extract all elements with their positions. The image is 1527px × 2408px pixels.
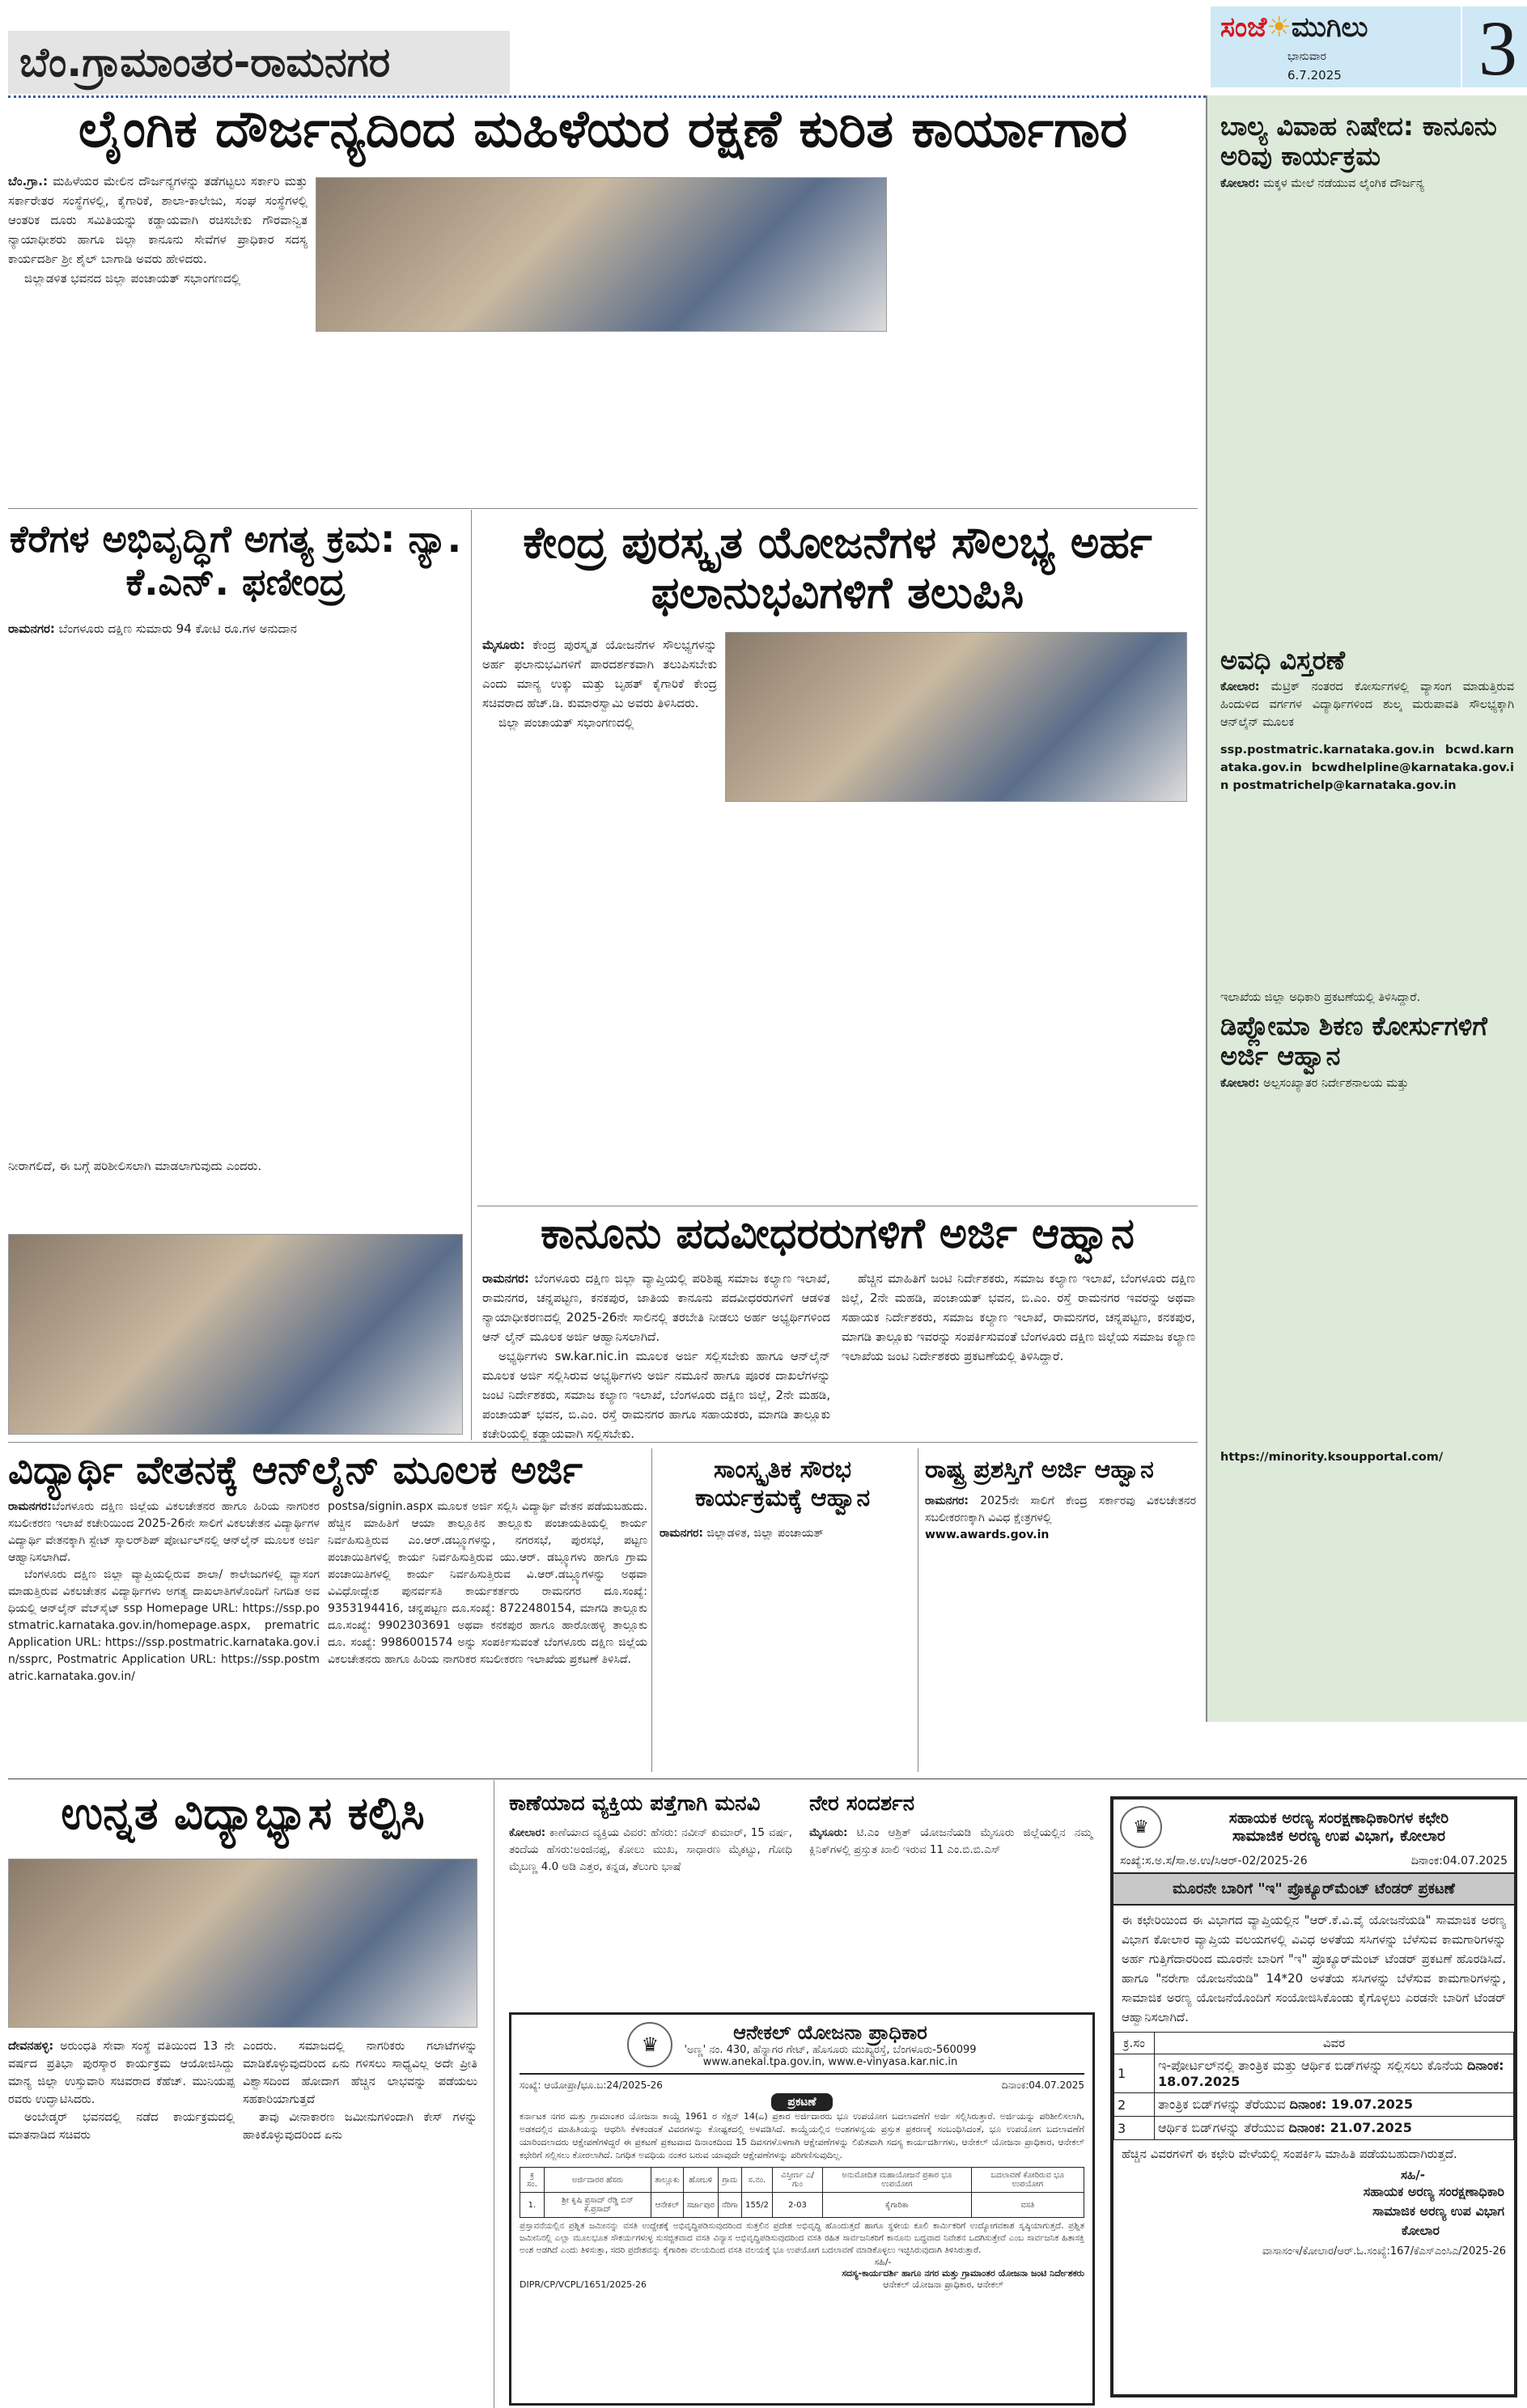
walk-in-body — [809, 1825, 1092, 1859]
scholarship-col1 — [8, 1499, 320, 1685]
row-number: 3 — [1114, 2117, 1155, 2140]
law-story-col1 — [482, 1269, 830, 1444]
paragraph: ತಾವು ವೀನಾಕಾರಣ ಜಮೀನುಗಳಿಂದಾಗಿ ಕೇಸ್ ಗಳನ್ನು ಹಾಕಿಕೊಳ್ಳುವುದರಿಂದ ಏನು — [243, 2111, 477, 2142]
paragraph: ನೀರಾಗಲಿದೆ, ಈ ಬಗ್ಗೆ ಪರಿಶೀಲಿಸಲಾಗಿ ಮಾಡಲಾಗುವುದು ಎಂದರು. — [8, 1159, 262, 1173]
table-row — [1114, 2117, 1514, 2140]
education-col1 — [8, 2037, 235, 2144]
sun-icon: ☀ — [1266, 11, 1292, 44]
education-col2 — [243, 2037, 477, 2144]
extension-headline: ಅವಧಿ ವಿಸ್ತರಣೆ — [1220, 644, 1346, 676]
tender-banner: ಮೂರನೇ ಬಾರಿಗೆ "ಇ" ಪ್ರೊಕ್ಯೂರ್‌ಮೆಂಟ್ ಟೆಂಡರ್ ಪ್ರಕಟಣೆ — [1113, 1874, 1514, 1906]
row-text: ಆರ್ಥಿಕ ಬಿಡ್‌ಗಳನ್ನು ತೆರೆಯುವ — [1158, 2120, 1285, 2135]
forest-tender-notice — [1110, 1796, 1517, 2397]
law-headline: ಕಾನೂನು ಪದವೀಧರರುಗಳಿಗೆ ಅರ್ಜಿ ಆಹ್ವಾನ — [541, 1210, 1135, 1258]
diploma-headline: ಡಿಪ್ಲೋಮಾ ಶಿಕಣ ಕೋರ್ಸುಗಳಿಗೆ ಅರ್ಜಿ ಆಹ್ವಾನ — [1220, 1011, 1487, 1072]
signature: ಸಹಿ/- — [1401, 2168, 1425, 2182]
main-story-col1 — [8, 172, 308, 288]
paper-name-part1: ಸಂಜೆ — [1220, 11, 1267, 44]
lakes-story-body — [8, 619, 463, 1176]
paragraph: ಬೆಂಗಳೂರು ದಕ್ಷಿಣ ಸುಮಾರು 94 ಕೋಟಿ ರೂ.ಗಳ ಅನುದಾನ — [58, 621, 297, 636]
row-text: ತಾಂತ್ರಿಕ ಬಿಡ್‌ಗಳನ್ನು ತೆರೆಯುವ — [1158, 2096, 1286, 2112]
table-cell: 2-03 — [772, 2193, 822, 2218]
awards-link[interactable]: www.awards.gov.in — [925, 1528, 1050, 1541]
row-number: 1 — [1114, 2054, 1155, 2093]
signatory-place: ಕೋಲಾರ — [1401, 2223, 1440, 2238]
dateline: ರಾಮನಗರ: — [660, 1527, 704, 1540]
dateline: ಬೆಂ.ಗ್ರಾ.: — [8, 174, 48, 189]
table-cell: ಸರ್ಜಾಪುರ — [683, 2193, 718, 2218]
divider — [8, 508, 1198, 509]
divider — [471, 510, 472, 1440]
dateline: ರಾಮನಗರ: — [925, 1494, 969, 1507]
office-subtitle: ಸಾಮಾಜಿಕ ಅರಣ್ಯ ಉಪ ವಿಭಾಗ, ಕೋಲಾರ — [1232, 1827, 1446, 1845]
tender-footer: ಹೆಚ್ಚಿನ ವಿವರಗಳಿಗೆ ಈ ಕಛೇರಿ ವೇಳೆಯಲ್ಲಿ ಸಂಪರ್ಕಿಸಿ ಮಾಹಿತಿ ಪಡೆಯಬಹುದಾಗಿರುತ್ತದೆ. — [1122, 2147, 1457, 2161]
row-number: 2 — [1114, 2093, 1155, 2117]
divider — [651, 1448, 652, 1772]
divider — [8, 1778, 1527, 1779]
paragraph: ಜಿಲ್ಲಾ ಪಂಚಾಯತ್ ಸಭಾಂಗಣದಲ್ಲಿ — [498, 715, 634, 730]
office-title: ಸಹಾಯಕ ಅರಣ್ಯ ಸಂರಕ್ಷಣಾಧಿಕಾರಿಗಳ ಕಛೇರಿ — [1228, 1809, 1449, 1827]
karnataka-emblem-icon: ♛ — [627, 2022, 672, 2067]
national-award-headline: ರಾಷ್ಟ್ರ ಪ್ರಶಸ್ತಿಗೆ ಅರ್ಜಿ ಆಹ್ವಾನ — [925, 1456, 1154, 1484]
paragraph: postsa/signin.aspx ಮೂಲಕ ಅರ್ಜಿ ಸಲ್ಲಿಸಿ ವಿದ್ಯಾರ್ಥಿ ವೇತನ ಪಡೆಯಬಹುದು. ಹೆಚ್ಚಿನ ಮಾಹಿತಿಗೆ ಆಯಾ ತಾಲ್ಲೂಕಿನ ತಾಲ್ಲೂಕು ಪಂಚಾಯತಿಯಲ್ಲಿ ಕಾರ್ಯ ನಿರ್ವಹಿಸುತ್ತಿರುವ ಎಂ.ಆರ್.ಡಬ್ಲ್ಯೂಗಳನ್ನು, ನಗರಸಭೆ, ಪುರಸಭೆ, ಪಟ್ಟಣ ಪಂಚಾಯಿತಿಗಳಲ್ಲಿ ಕಾರ್ಯ ನಿರ್ವಹಿಸುತ್ತಿರುವ ಯು.ಆರ್. ಡಬ್ಲ್ಯೂಗಳು ಹಾಗೂ ಗ್ರಾಮ ಪಂಚಾಯಿತಿಗಳಲ್ಲಿ ಕಾರ್ಯ ನಿರ್ವಹಿಸುತ್ತಿರುವ ವಿ.ಆರ್.ಡಬ್ಲ್ಯೂಗಳನ್ನು ಅಥವಾ ವಿವಿಧೋದ್ದೇಶ ಪುನರ್ವಸತಿ ಕಾರ್ಯಕರ್ತರು ರಾಮನಗರ ದೂ.ಸಂಖ್ಯೆ: 9353194416, ಚನ್ನಪಟ್ಟಣ ದೂ.ಸಂಖ್ಯೆ: 8722480154, ಮಾಗಡಿ ತಾಲ್ಲೂಕು ದೂ.ಸಂಖ್ಯೆ: 9902303691 ಅಥವಾ ಕನಕಪುರ ಹಾಗೂ ಹಾರೋಹಳ್ಳಿ ತಾಲ್ಲೂಕು ದೂ. ಸಂಖ್ಯೆ: 9986001574 ಅನ್ನು ಸಂಪರ್ಕಿಸುವಂತೆ ಬೆಂಗಳೂರು ದಕ್ಷಿಣ ಜಿಲ್ಲೆಯ ವಿಕಲಚೇತನರು ಹಾಗೂ ಹಿರಿಯ ನಾಗರಿಕರ ಸಬಲೀಕರಣ ಇಲಾಖೆಯ ಪ್ರಕಟಣೆ ತಿಳಿಸಿದೆ. — [328, 1500, 647, 1666]
missing-person-body — [509, 1825, 792, 1876]
lakes-headline: ಕೆರೆಗಳ ಅಭಿವೃದ್ಧಿಗೆ ಅಗತ್ಯ ಕ್ರಮ: ನ್ಯಾ. ಕೆ.ಎನ್. ಫಣೀಂದ್ರ — [9, 517, 462, 604]
tender-body: ಈ ಕಛೇರಿಯಿಂದ ಈ ವಿಭಾಗದ ವ್ಯಾಪ್ತಿಯಲ್ಲಿನ "ಆರ್.ಕೆ.ವಿ.ವೈ ಯೋಜನೆಯಡಿ" ಸಾಮಾಜಿಕ ಅರಣ್ಯ ವಿಭಾಗ ಕೋಲಾರ ವ್ಯಾಪ್ತಿಯ ವಲಯಗಳಲ್ಲಿ ವಿವಿಧ ಅಳತೆಯ ಸಸಿಗಳನ್ನು ಬೆಳೆಸುವ ಕಾಮಗಾರಿಗಳನ್ನು ಅರ್ಹ ಗುತ್ತಿಗೆದಾರರಿಂದ ಮೂರನೇ ಬಾರಿಗೆ "ಇ" ಪ್ರೊಕ್ಯೂರ್‌ಮೆಂಟ್ ಟೆಂಡರ್ ಪ್ರಕಟಣೆ ಹೊರಡಿಸಿದೆ. ಹಾಗೂ "ನರೇಗಾ ಯೋಜನೆಯಡಿ" 14*20 ಅಳತೆಯ ಸಸಿಗಳನ್ನು ಬೆಳೆಸುವ ಕಾಮಗಾರಿಗಳನ್ನು, ಸಾಮಾಜಿಕ ಅರಣ್ಯ ಯೋಜನೆಯೊಂದಿಗೆ ಸಂಯೋಜಿಸಿಕೊಂಡು ಕೈಗೊಳ್ಳಲು ಎರಡನೇ ಬಾರಿಗೆ ಟೆಂಡರ್ ಆಹ್ವಾನಿಸಲಾಗಿದೆ. — [1122, 1913, 1506, 2024]
extension-links[interactable]: ssp.postmatric.karnataka.gov.in bcwd.karnataka.gov.in bcwdhelpline@karnataka.gov.in postmatrichelp@karnataka.gov.in — [1220, 744, 1514, 793]
table-header: ಗ್ರಾಮ — [718, 2168, 741, 2193]
anekal-planning-notice — [509, 2012, 1095, 2406]
reference-number: ಸಂಖ್ಯೆ: ಆಯೋಪ್ರಾ/ಭೂ.ಬ:24/2025-26 — [520, 2079, 663, 2091]
paragraph: ಟಿ.ಎಂ ಆಶ್ರಿತ್ ಯೋಜನೆಯಡಿ ಮೈಸೂರು ಜಿಲ್ಲೆಯಲ್ಲಿನ ನಮ್ಮ ಕ್ಲಿನಿಕ್‌ಗಳಲ್ಲಿ ಪ್ರಸ್ತುತ ಖಾಲಿ ಇರುವ 11 ಎಂ.ಬಿ.ಬಿ.ಎಸ್ — [809, 1826, 1092, 1856]
issue-day: ಭಾನುವಾರ — [1287, 50, 1327, 63]
law-story-col2 — [842, 1269, 1195, 1366]
row-date: ದಿನಾಂಕ: 21.07.2025 — [1288, 2120, 1412, 2135]
extension-body — [1220, 678, 1514, 731]
table-cell: 1. — [520, 2193, 545, 2218]
paper-name-part2: ಮುಗಿಲು — [1291, 11, 1368, 44]
dateline: ರಾಮನಗರ: — [8, 621, 55, 636]
notice-badge: ಪ್ರಕಟಣೆ — [771, 2093, 832, 2111]
paragraph: ಕಾಣೆಯಾದ ವ್ಯಕ್ತಿಯ ವಿವರ: ಹೆಸರು: ನವೀನ್ ಕುಮಾರ್, 15 ವರ್ಷ, ತಂದೆಯ ಹೆಸರು:ಅಂಜಿನಪ್ಪ, ಕೋಲು ಮುಖ, ಸಾಧಾರಣ ಮೈಕಟ್ಟು, ಗೋಧಿ ಮೈಬಣ್ಣ 4.0 ಅಡಿ ಎತ್ತರ, ಕನ್ನಡ, ತೆಲುಗು ಭಾಷೆ — [509, 1826, 792, 1873]
scholarship-col2 — [328, 1499, 647, 1668]
table-row — [1114, 2093, 1514, 2117]
page-number: 3 — [1461, 3, 1517, 93]
diploma-body — [1220, 1075, 1514, 1092]
minority-portal-link[interactable]: https://minority.ksoupportal.com/ — [1220, 1450, 1444, 1464]
paragraph: ಜಿಲ್ಲಾಡಳಿತ ಭವನದ ಜಿಲ್ಲಾ ಪಂಚಾಯತ್ ಸಭಾಂಗಣದಲ್ಲಿ — [24, 271, 241, 286]
award-ceremony-photo — [8, 1859, 477, 2028]
culture-body — [660, 1525, 910, 1542]
table-header: ಕ್ರ ಸಂ. — [520, 2168, 545, 2193]
central-schemes-body — [482, 635, 717, 732]
notice-date: ದಿನಾಂಕ:04.07.2025 — [1001, 2079, 1084, 2091]
lake-inspection-photo — [8, 1234, 463, 1435]
table-header: ಕ್ರ.ಸಂ — [1114, 2033, 1155, 2054]
dateline: ಕೋಲಾರ: — [1220, 680, 1260, 694]
paragraph: ಕೇಂದ್ರ ಪುರಸ್ಕೃತ ಯೋಜನೆಗಳ ಸೌಲಭ್ಯಗಳನ್ನು ಅರ್ಹ ಫಲಾನುಭವಿಗಳಿಗೆ ಪಾರದರ್ಶಕವಾಗಿ ತಲುಪಿಸಬೇಕು ಎಂದು ಮಾನ್ಯ ಉಕ್ಕು ಮತ್ತು ಬೃಹತ್ ಕೈಗಾರಿಕೆ ಕೇಂದ್ರ ಸಚಿವರಾದ ಹೆಚ್.ಡಿ. ಕುಮಾರಸ್ವಾಮಿ ಅವರು ತಿಳಿಸಿದರು. — [482, 638, 717, 710]
reference-number: ಸಂಖ್ಯೆ:ಸ.ಅ.ಸ/ಸಾ.ಅ.ಉ/ಸಿಆರ್-02/2025-26 — [1120, 1855, 1308, 1867]
tender-dates-table — [1113, 2032, 1514, 2140]
table-header: ತಾಲ್ಲೂಕು — [651, 2168, 684, 2193]
table-header: ಸ.ನಂ. — [742, 2168, 773, 2193]
dateline: ಕೋಲಾರ: — [1220, 1076, 1260, 1090]
table-header: ಅನುಮೋದಿತ ಮಹಾಯೋಜನೆ ಪ್ರಕಾರ ಭೂ ಉಪಯೋಗ — [823, 2168, 972, 2193]
table-cell: 155/2 — [742, 2193, 773, 2218]
section-title: ಬೆಂ.ಗ್ರಾಮಾಂತರ-ರಾಮನಗರ — [8, 31, 510, 94]
workshop-photo — [316, 177, 887, 332]
table-header: ವಿವರ — [1155, 2033, 1514, 2054]
paragraph: ಅರುಂಧತಿ ಸೇವಾ ಸಂಸ್ಥೆ ವತಿಯಿಂದ 13 ನೇ ವರ್ಷದ ಪ್ರತಿಭಾ ಪುರಸ್ಕಾರ ಕಾರ್ಯಕ್ರಮ ಆಯೋಜಿಸಿದ್ದು ಮಾನ್ಯ ಜಿಲ್ಲಾ ಉಸ್ತುವಾರಿ ಸಚಿವರಾದ ಕೆಹೆಚ್. ಮುನಿಯಪ್ಪ ರವರು ಉದ್ಘಾಟಿಸಿದರು. — [8, 2040, 235, 2106]
scholarship-headline: ವಿದ್ಯಾರ್ಥಿ ವೇತನಕ್ಕೆ ಆನ್‌ಲೈನ್ ಮೂಲಕ ಅರ್ಜಿ — [8, 1448, 583, 1493]
dateline: ರಾಮನಗರ: — [8, 1500, 53, 1513]
extension-end: ಇಲಾಖೆಯ ಜಿಲ್ಲಾ ಅಧಿಕಾರಿ ಪ್ರಕಟಣೆಯಲ್ಲಿ ತಿಳಿಸಿದ್ದಾರೆ. — [1220, 991, 1421, 1005]
dipr-number: DIPR/CP/VCPL/1651/2025-26 — [520, 2279, 647, 2290]
table-header: ಹೋಬಳಿ — [683, 2168, 718, 2193]
table-row — [520, 2193, 1084, 2218]
dateline: ಮೈಸೂರು: — [482, 638, 525, 652]
table-cell: ಆನೇಕಲ್ — [651, 2193, 684, 2218]
walk-in-headline: ನೇರ ಸಂದರ್ಶನ — [809, 1791, 915, 1816]
paragraph: ಮಕ್ಕಳ ಮೇಲೆ ನಡೆಯುವ ಲೈಂಗಿಕ ದೌರ್ಜನ್ಯ — [1263, 176, 1424, 190]
notice-intro: ಕರ್ನಾಟಕ ನಗರ ಮತ್ತು ಗ್ರಾಮಾಂತರ ಯೋಜನಾ ಕಾಯ್ದೆ 1961 ರ ಸೆಕ್ಷನ್ 14(ಎ) ಪ್ರಕಾರ ಅರ್ಜಿದಾರರು ಭೂ ಉಪಯೋಗ ಬದಲಾವಣೆಗೆ ಅರ್ಜಿ ಸಲ್ಲಿಸಿರುತ್ತಾರೆ. ಅರ್ಜಿಯನ್ನು ಪರಿಶೀಲಿಸಲಾಗಿ, ಅಡಕದಲ್ಲಿನ ಮಾಹಿತಿಯನ್ನು ಆಧರಿಸಿ ಕೆಳಕಂಡಂತೆ ವಿವರಗಳನ್ನು ಕೋಷ್ಟಕದಲ್ಲಿ ಅಳವಡಿಸಿದೆ. ಕಾಯ್ದೆಯಲ್ಲಿನ ಅಂಶಗಳನ್ವಯ ಪ್ರಸ್ತುತ ಪ್ರಕರಣಕ್ಕೆ ಸಂಬಂಧಿಸಿದಂತೆ, ಭೂ ಉಪಯೋಗ ಬದಲಾವಣೆಗೆ ಯಾರಿಂದಲಾದರು ಆಕ್ಷೇಪಣೆಗಳಿದ್ದರೆ ಈ ಪ್ರಕಟಣೆ ಪ್ರಕಟವಾದ ದಿನಾಂಕದಿಂದ 15 ದಿವಸಗಳೊಳಗಾಗಿ ಆಕ್ಷೇಪಣೆಗಳನ್ನು ಲಿಖಿತವಾಗಿ ಸದಸ್ಯ ಕಾರ್ಯದರ್ಶಿಗಳು, ಆನೇಕಲ್ ಯೋಜನಾ ಪ್ರಾಧಿಕಾರ, ಆನೇಕಲ್ ಕಛೇರಿಗೆ ಸಲ್ಲಿಸಲು ಕೋರಲಾಗಿದೆ. ನಿಗಧಿತ ಅವಧಿಯ ನಂತರ ಬರುವ ಯಾವುದೇ ಆಕ್ಷೇಪಣೆಗಳನ್ನು ಪರಿಗಣಿಸುವುದಿಲ್ಲ. — [520, 2111, 1084, 2160]
forest-department-emblem-icon: ♛ — [1120, 1806, 1162, 1848]
signatory-division: ಸಾಮಾಜಿಕ ಅರಣ್ಯ ಉಪ ವಿಭಾಗ — [1372, 2203, 1504, 2219]
dateline: ದೇವನಹಳ್ಳಿ: — [8, 2040, 54, 2053]
table-header: ವಿಸ್ತೀರ್ಣ ಎ/ಗುಂ — [772, 2168, 822, 2193]
signatory-office: ಆನೇಕಲ್ ಯೋಜನಾ ಪ್ರಾಧಿಕಾರ, ಆನೇಕಲ್ — [883, 2279, 1003, 2290]
table-cell: ಶ್ರೀ ಕೃಷಿ ಪ್ರಸಾದ್ ರೆಡ್ಡಿ ಬಿನ್ ಕೆ.ಪ್ರಸಾದ್ — [544, 2193, 651, 2218]
paragraph: ಅಲ್ಪಸಂಖ್ಯಾತರ ನಿರ್ದೇಶನಾಲಯ ಮತ್ತು — [1263, 1076, 1409, 1090]
divider — [8, 1442, 1198, 1443]
authority-address: 'ಅಣ್ಣ' ನಂ. 430, ಹೆನ್ನಾಗರ ಗೇಟ್, ಹೊಸೂರು ಮುಖ್ಯರಸ್ತೆ, ಬೆಂಗಳೂರು-560099 — [684, 2044, 977, 2056]
table-cell: ವಸತಿ — [971, 2193, 1084, 2218]
table-cell: ನೆರಿಗಾ — [718, 2193, 741, 2218]
paper-name — [1220, 11, 1368, 44]
paragraph: ಮಹಿಳೆಯರ ಮೇಲಿನ ದೌರ್ಜನ್ಯಗಳನ್ನು ತಡೆಗಟ್ಟಲು ಸರ್ಕಾರಿ ಮತ್ತು ಸರ್ಕಾರೇತರ ಸಂಸ್ಥೆಗಳಲ್ಲಿ, ಕೈಗಾರಿಕೆ, ಶಾಲಾ-ಕಾಲೇಜು, ಸಂಘ ಸಂಸ್ಥೆಗಳಲ್ಲಿ ಆಂತರಿಕ ದೂರು ಸಮಿತಿಯನ್ನು ಕಡ್ಡಾಯವಾಗಿ ರಚಿಸಬೇಕು ಗೌರವಾನ್ವಿತ ನ್ಯಾಯಾಧೀಶರು ಹಾಗೂ ಜಿಲ್ಲಾ ಕಾನೂನು ಸೇವೆಗಳ ಪ್ರಾಧಿಕಾರ ಸದಸ್ಯ ಕಾರ್ಯದರ್ಶಿ ಶ್ರೀ ಶೈಲ್ ಬಾಗಾಡಿ ಅವರು ಹೇಳಿದರು. — [8, 174, 308, 266]
child-marriage-headline: ಬಾಲ್ಯ ವಿವಾಹ ನಿಷೇದ: ಕಾನೂನು ಅರಿವು ಕಾರ್ಯಕ್ರಮ — [1220, 111, 1497, 172]
authority-title: ಆನೇಕಲ್ ಯೋಜನಾ ಪ್ರಾಧಿಕಾರ — [733, 2021, 927, 2044]
culture-headline: ಸಾಂಸ್ಕೃತಿಕ ಸೌರಭ ಕಾರ್ಯಕ್ರಮಕ್ಕೆ ಆಹ್ವಾನ — [694, 1456, 871, 1512]
issue-date: 6.7.2025 — [1287, 68, 1342, 83]
notice-justification: ಪ್ರಸ್ತಾವನೆಯಲ್ಲಿನ ಪ್ರಶ್ನಿತ ಜಮೀನನ್ನು ವಸತಿ ಉದ್ದೇಶಕ್ಕೆ ಅಭಿವೃದ್ಧಿಪಡಿಸುವುದರಿಂದ ಸುತ್ತಲಿನ ಪ್ರದೇಶ ಅಭಿವೃದ್ಧಿ ಹೊಂದುತ್ತದೆ ಹಾಗೂ ಸ್ಥಳೀಯ ಕೂಲಿ ಕಾರ್ಮಿಕರಿಗೆ ಉದ್ಯೋಗವಕಾಶ ಸೃಷ್ಠಿಯಾಗುತ್ತದೆ. ಪ್ರಶ್ನಿತ ಜಮೀನಿನಲ್ಲಿ ಎಲ್ಲಾ ಮೂಲಭೂತ ಸೌಕರ್ಯಗಳುಳ್ಳ ಸುಸಜ್ಜಿತವಾದ ವಸತಿ ವಿನ್ಯಾಸ ಅಭಿವೃದ್ಧಿಪಡಿಸುವುದರಿಂದ ವಸತಿ ರಹಿತ ಸಾರ್ವಜನಿಕರಿಗೆ ಕಾನೂನು ಬದ್ಧವಾದ ನಿವೇಶನ ಒದಗಿಸುತ್ತೇವೆ ಎಂಬ ಸಾರ್ವಜನಿಕ ಹಿತಾಸಕ್ತಿ ಅಂಶ ಅಡಗಿದೆ ಎಂದು ತಿಳಿಸುತ್ತಾ, ಸದರಿ ಪ್ರದೇಶವನ್ನು ಕೈಗಾರಿಕಾ ವಲಯದಿಂದ ವಸತಿ ವಲಯಕ್ಕೆ ಭೂ ಉಪಯೋಗ ಬದಲಾವಣೆ ಮಾಡಿಕೊಳ್ಳಲು ಇಚ್ಛಿಸಿರುವುದಾಗಿ ತಿಳಿಸಿರುತ್ತಾರೆ. — [520, 2221, 1084, 2255]
sidebar — [1206, 95, 1527, 1722]
dateline: ಕೋಲಾರ: — [509, 1826, 546, 1839]
notice-date: ದಿನಾಂಕ:04.07.2025 — [1410, 1855, 1508, 1867]
paragraph: ಬೆಂಗಳೂರು ದಕ್ಷಿಣ ಜಿಲ್ಲಾ ವ್ಯಾಪ್ತಿಯಲ್ಲಿ ಪರಿಶಿಷ್ಟ ಸಮಾಜ ಕಲ್ಯಾಣ ಇಲಾಖೆ, ರಾಮನಗರ, ಚನ್ನಪಟ್ಟಣ, ಕನಕಪುರ, ಜಾತಿಯ ಕಾನೂನು ಪದವೀಧರರುಗಳಿಗೆ ಆಡಳಿತ ನ್ಯಾಯಾಧೀಕರಣದಲ್ಲಿ 2025-26ನೇ ಸಾಲಿನಲ್ಲಿ ತರಬೇತಿ ನೀಡಲು ಅರ್ಹ ಅಭ್ಯರ್ಥಿಗಳಿಂದ ಆನ್ ಲೈನ್ ಮೂಲಕ ಅರ್ಜಿ ಆಹ್ವಾನಿಸಲಾಗಿದೆ. — [482, 1271, 830, 1344]
paragraph: 2025ನೇ ಸಾಲಿಗೆ ಕೇಂದ್ರ ಸರ್ಕಾರವು ವಿಕಲಚೇತನರ ಸಬಲೀಕರಣಕ್ಕಾಗಿ ವಿವಿಧ ಕ್ಷೇತ್ರಗಳಲ್ಲಿ — [925, 1494, 1197, 1524]
table-header: ಬದಲಾವಣೆ ಕೋರಿರುವ ಭೂ ಉಪಯೋಗ — [971, 2168, 1084, 2193]
row-date: ದಿನಾಂಕ: 18.07.2025 — [1158, 2058, 1504, 2089]
education-headline: ಉನ್ನತ ವಿದ್ಯಾಭ್ಯಾಸ ಕಲ್ಪಿಸಿ — [61, 1787, 425, 1840]
authority-websites[interactable]: www.anekal.tpa.gov.in, www.e-vinyasa.kar.nic.in — [702, 2056, 958, 2068]
paragraph: ಬೆಂಗಳೂರು ದಕ್ಷಿಣ ಜಿಲ್ಲೆಯ ವಿಕಲಚೇತನರ ಹಾಗೂ ಹಿರಿಯ ನಾಗರಿಕರ ಸಬಲೀಕರಣ ಇಲಾಖೆ ಕಚೇರಿಯಿಂದ 2025-26ನೇ ಸಾಲಿಗೆ ವಿಕಲಚೇತನ ವಿದ್ಯಾರ್ಥಿಗಳ ವಿದ್ಯಾರ್ಥಿ ವೇತನಕ್ಕಾಗಿ ಸ್ಟೇಟ್ ಸ್ಕಾಲರ್‌ಶಿಪ್ ಪೋರ್ಟಲ್‌ನಲ್ಲಿ ಆನ್‌ಲೈನ್ ಮೂಲಕ ಅರ್ಜಿ ಆಹ್ವಾನಿಸಲಾಗಿದೆ. — [8, 1500, 320, 1564]
missing-person-headline: ಕಾಣೆಯಾದ ವ್ಯಕ್ತಿಯ ಪತ್ತೆಗಾಗಿ ಮನವಿ — [509, 1791, 761, 1816]
signature: ಸಹಿ/- — [874, 2257, 892, 2267]
land-use-table — [520, 2167, 1084, 2218]
table-row — [1114, 2054, 1514, 2093]
paragraph: ಅಂಬೇಡ್ಕರ್ ಭವನದಲ್ಲಿ ನಡೆದ ಕಾರ್ಯಕ್ರಮದಲ್ಲಿ ಮಾತನಾಡಿದ ಸಚಿವರು — [8, 2111, 235, 2142]
paragraph: ಬೆಂಗಳೂರು ದಕ್ಷಿಣ ಜಿಲ್ಲಾ ವ್ಯಾಪ್ತಿಯಲ್ಲಿರುವ ಶಾಲಾ/ ಕಾಲೇಜುಗಳಲ್ಲಿ ವ್ಯಾಸಂಗ ಮಾಡುತ್ತಿರುವ ವಿಕಲಚೇತನ ವಿದ್ಯಾರ್ಥಿಗಳು ಅಗತ್ಯ ದಾಖಲಾತಿಗಳೊಂದಿಗೆ ನಿಗದಿತ ಅವಧಿಯಲ್ಲಿ ಆನ್‌ಲೈನ್ ವೆಬ್‌ಸೈಟ್ ssp Homepage URL: https://ssp.postmatric.karnataka.gov.in/homepage.aspx, prematric Application URL: https://ssp.postmatric.karnataka.gov.in/ssprc, Postmatric Application URL: https://ssp.postmatric.karnataka.gov.in/ — [8, 1568, 320, 1683]
meeting-photo — [725, 632, 1187, 802]
paragraph: ಮೆಟ್ರಿಕ್ ನಂತರದ ಕೋರ್ಸುಗಳಲ್ಲಿ ವ್ಯಾಸಂಗ ಮಾಡುತ್ತಿರುವ ಹಿಂದುಳಿದ ವರ್ಗಗಳ ವಿದ್ಯಾರ್ಥಿಗಳಿಂದ ಶುಲ್ಕ ಮರುಪಾವತಿ ಸೌಲಭ್ಯಕ್ಕಾಗಿ ಆನ್‌ಲೈನ್ ಮೂಲಕ — [1220, 680, 1515, 730]
central-schemes-headline: ಕೇಂದ್ರ ಪುರಸ್ಕೃತ ಯೋಜನೆಗಳ ಸೌಲಭ್ಯ ಅರ್ಹ ಫಲಾನುಭವಿಗಳಿಗೆ ತಲುಪಿಸಿ — [523, 517, 1152, 619]
row-date: ದಿನಾಂಕ: 19.07.2025 — [1289, 2096, 1414, 2112]
child-marriage-body — [1220, 175, 1514, 193]
table-cell: ಕೈಗಾರಿಕಾ — [823, 2193, 972, 2218]
main-headline: ಲೈಂಗಿಕ ದೌರ್ಜನ್ಯದಿಂದ ಮಹಿಳೆಯರ ರಕ್ಷಣೆ ಕುರಿತ ಕಾರ್ಯಾಗಾರ — [78, 100, 1128, 159]
paragraph: ಜಿಲ್ಲಾಡಳಿತ, ಜಿಲ್ಲಾ ಪಂಚಾಯತ್ — [706, 1527, 824, 1540]
signatory-title: ಸಹಾಯಕ ಅರಣ್ಯ ಸಂರಕ್ಷಣಾಧಿಕಾರಿ — [1363, 2184, 1504, 2199]
table-header: ಅರ್ಜಿದಾರರ ಹೆಸರು — [544, 2168, 651, 2193]
dateline: ಕೋಲಾರ: — [1220, 176, 1260, 190]
row-text: ಇ-ಪೋರ್ಟಲ್‌ನಲ್ಲಿ ತಾಂತ್ರಿಕ ಮತ್ತು ಆರ್ಥಿಕ ಬಿಡ್‌ಗಳನ್ನು ಸಲ್ಲಿಸಲು ಕೊನೆಯ — [1158, 2058, 1463, 2073]
newspaper-logo — [1211, 5, 1527, 91]
release-number: ವಾಸಾಸಂಇ/ಕೋಲಾರ/ಆರ್.ಓ.ಸಂಖ್ಯೆ:167/ಕೆಎಸ್ಎಂಸಿಎ/2025-26 — [1262, 2245, 1506, 2258]
paragraph: ಅಭ್ಯರ್ಥಿಗಳು sw.kar.nic.in ಮೂಲಕ ಅರ್ಜಿ ಸಲ್ಲಿಸಬೇಕು ಹಾಗೂ ಆನ್‌ಲೈನ್ ಮೂಲಕ ಅರ್ಜಿ ಸಲ್ಲಿಸಿರುವ ಅಭ್ಯರ್ಥಿಗಳು ಅರ್ಜಿ ನಮೂನೆ ಹಾಗೂ ಪೂರಕ ದಾಖಲೆಗಳನ್ನು ಜಂಟಿ ನಿರ್ದೇಶಕರು, ಸಮಾಜ ಕಲ್ಯಾಣ ಇಲಾಖೆ, ಬೆಂಗಳೂರು ದಕ್ಷಿಣ ಜಿಲ್ಲೆ, 2ನೇ ಮಹಡಿ, ಪಂಚಾಯತ್ ಭವನ, ಬಿ.ಎಂ. ರಸ್ತೆ ರಾಮನಗರ ಹಾಗೂ ಸಹಾಯಕರು, ಮಾಗಡಿ ತಾಲ್ಲೂಕು ಕಚೇರಿಯಲ್ಲಿ ಕಡ್ಡಾಯವಾಗಿ ಸಲ್ಲಿಸಬೇಕು. — [482, 1349, 830, 1441]
signatory: ಸದಸ್ಯ-ಕಾರ್ಯದರ್ಶಿ ಹಾಗೂ ನಗರ ಮತ್ತು ಗ್ರಾಮಾಂತರ ಯೋಜನಾ ಜಂಟಿ ನಿರ್ದೇಶಕರು — [842, 2268, 1084, 2279]
national-award-body — [925, 1493, 1196, 1544]
paragraph: ಹೆಚ್ಚಿನ ಮಾಹಿತಿಗೆ ಜಂಟಿ ನಿರ್ದೇಶಕರು, ಸಮಾಜ ಕಲ್ಯಾಣ ಇಲಾಖೆ, ಬೆಂಗಳೂರು ದಕ್ಷಿಣ ಜಿಲ್ಲೆ, 2ನೇ ಮಹಡಿ, ಪಂಚಾಯತ್ ಭವನ, ಬಿ.ಎಂ. ರಸ್ತೆ ರಾಮನಗರ ಇವರನ್ನು ಅಥವಾ ಸಹಾಯಕ ನಿರ್ದೇಶಕರು, ಸಮಾಜ ಕಲ್ಯಾಣ ಇಲಾಖೆ, ರಾಮನಗರ, ಚನ್ನಪಟ್ಟಣ, ಕನಕಪುರ, ಮಾಗಡಿ ತಾಲ್ಲೂಕು ಇವರನ್ನು ಸಂಪರ್ಕಿಸುವಂತೆ ಬೆಂಗಳೂರು ದಕ್ಷಿಣ ಜಿಲ್ಲೆಯ ಸಮಾಜ ಕಲ್ಯಾಣ ಇಲಾಖೆಯ ಜಂಟಿ ನಿರ್ದೇಶಕರು ಪ್ರಕಟಣೆಯಲ್ಲಿ ತಿಳಿಸಿದ್ದಾರೆ. — [842, 1271, 1195, 1363]
paragraph: ಎಂದರು. ಸಮಾಜದಲ್ಲಿ ನಾಗರಿಕರು ಗಲಾಟೆಗಳನ್ನು ಮಾಡಿಕೊಳ್ಳುವುದರಿಂದ ಏನು ಗಳಿಸಲು ಸಾಧ್ಯವಿಲ್ಲ ಅದೇ ಪ್ರೀತಿ ವಿಶ್ವಾಸದಿಂದ ಹೋದಾಗ ಹೆಚ್ಚಿನ ಲಾಭವನ್ನು ಪಡೆಯಲು ಸಹಕಾರಿಯಾಗುತ್ತದೆ — [243, 2040, 477, 2106]
dateline: ರಾಮನಗರ: — [482, 1271, 529, 1286]
dateline: ಮೈಸೂರು: — [809, 1826, 848, 1839]
